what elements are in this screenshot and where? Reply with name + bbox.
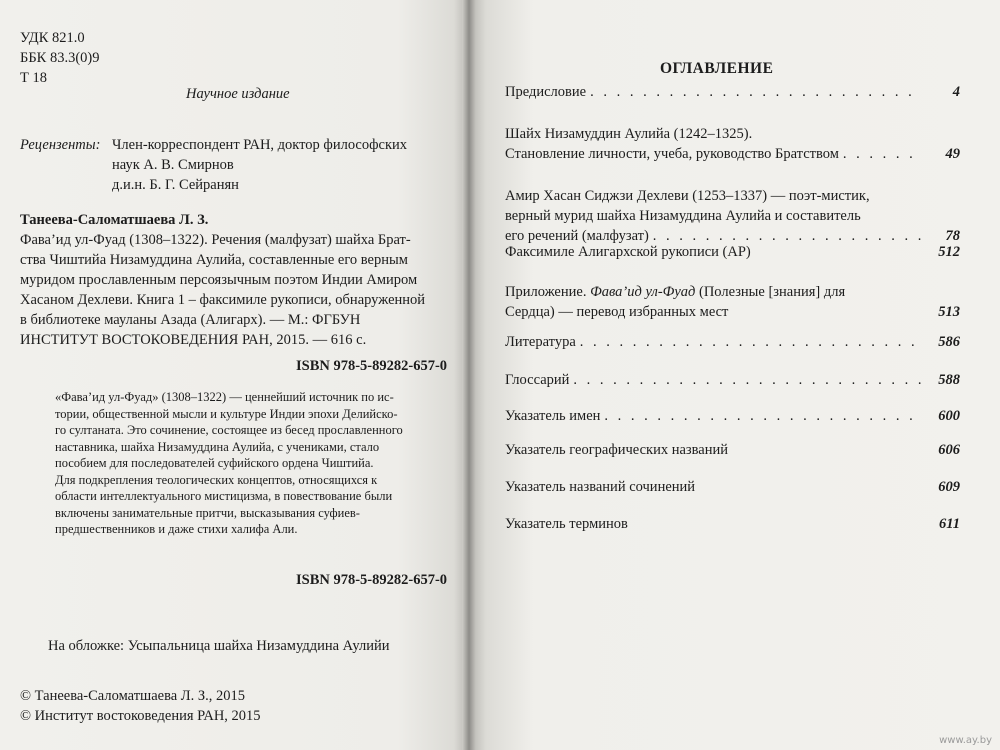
annotation-line-1: «Фава’ид ул-Фуад» (1308–1322) — ценнейший источник по ис- (55, 390, 394, 404)
bib-line-2: ства Чиштийа Низамуддина Аулийа, составленные его верным (20, 252, 408, 268)
cover-note: На обложке: Усыпальница шайха Низамуддина Аулийи (48, 638, 390, 654)
toc-page: 513 (938, 304, 960, 320)
annotation-line-9: предшественников и даже стихи халифа Али. (55, 522, 298, 536)
toc-label: Указатель имен (505, 408, 601, 424)
toc-label-prefix: Приложение. (505, 284, 591, 300)
toc-label: Факсимиле Алигархской рукописи (АР) (505, 244, 751, 260)
toc-page: 588 (938, 372, 960, 388)
toc-entry-facsimile (505, 242, 960, 262)
toc-entry-amir-khasan (505, 186, 960, 246)
reviewers-label: Рецензенты: (20, 137, 101, 153)
annotation-line-6: Для подкрепления теологических концептов, относящихся к (55, 472, 378, 487)
toc-leader-dots (604, 406, 922, 426)
annotation-line-3: го султаната. Это сочинение, состоящее из бесед прославленного (55, 423, 403, 437)
toc-entry-terms-index (505, 514, 960, 534)
toc-entry-literature (505, 332, 960, 352)
toc-label-rest: (Полезные [знания] для (695, 284, 846, 300)
toc-page: 49 (945, 146, 960, 162)
toc-entry-works-index (505, 477, 960, 497)
toc-label-line: Амир Хасан Сиджзи Дехлеви (1253–1337) — поэт-мистик, (505, 188, 870, 204)
book-gutter (462, 0, 476, 750)
bib-line-3: муридом прославленным персоязычным поэтом Индии Амиром (20, 272, 418, 288)
toc-label-line: верный мурид шайха Низамуддина Аулийа и составитель (505, 208, 861, 224)
annotation-line-4: наставника, шайха Низамуддина Аулийа, с учениками, стало (55, 439, 380, 454)
toc-label: Предисловие (505, 84, 587, 100)
toc-page: 512 (938, 244, 960, 260)
reviewer-1-line-2: наук А. В. Смирнов (112, 157, 234, 173)
toc-label-line (505, 282, 960, 302)
reviewer-2: д.и.н. Б. Г. Сейранян (112, 177, 239, 193)
toc-label: Указатель названий сочинений (505, 479, 696, 495)
toc-title: ОГЛАВЛЕНИЕ (660, 60, 774, 77)
toc-label: Становление личности, учеба, руководство Братством (505, 146, 839, 162)
reviewer-1-line-1: Член-корреспондент РАН, доктор философских (112, 137, 408, 153)
toc-page: 609 (938, 479, 960, 495)
copyright-institute: © Институт востоковедения РАН, 2015 (20, 708, 261, 724)
toc-entry-glossary (505, 370, 960, 390)
toc-label-italic-title: Фава’ид ул-Фуад (590, 284, 696, 300)
toc-entry-names-index (505, 406, 960, 426)
toc-label: Указатель географических названий (505, 442, 729, 458)
bib-line-5: в библиотеке мауланы Азада (Алигарх). — М.: ФГБУН (20, 312, 361, 328)
toc-page: 600 (938, 408, 960, 424)
toc-leader-dots (580, 332, 922, 352)
annotation-line-8: включены занимательные притчи, высказывания суфиев- (55, 505, 360, 520)
author-code: Т 18 (20, 70, 47, 86)
site-watermark: www.ay.by (939, 735, 992, 746)
toc-page: 78 (945, 228, 960, 244)
toc-leader-dots (590, 82, 922, 102)
toc-leader-dots (573, 370, 922, 390)
bib-line-4: Хасаном Дехлеви. Книга 1 – факсимиле рукописи, обнаруженной (20, 292, 426, 308)
toc-label: Глоссарий (505, 372, 570, 388)
toc-label-line: Шайх Низамуддин Аулийа (1242–1325). (505, 126, 753, 142)
toc-leader-dots (843, 144, 922, 164)
edition-type: Научное издание (186, 86, 290, 102)
isbn-1: ISBN 978-5-89282-657-0 (296, 358, 448, 374)
toc-page: 606 (938, 442, 960, 458)
annotation-line-2: тории, общественной мысли и культуре Индии эпохи Делийско- (55, 406, 398, 421)
toc-label: Указатель терминов (505, 516, 628, 532)
toc-page: 611 (939, 516, 960, 532)
isbn-2: ISBN 978-5-89282-657-0 (296, 572, 448, 588)
toc-entry-nizamuddin (505, 124, 960, 164)
bib-line-1: Фава’ид ул-Фуад (1308–1322). Речения (малфузат) шайха Брат- (20, 232, 411, 248)
toc-label: Литература (505, 334, 576, 350)
toc-page: 4 (952, 84, 960, 100)
copyright-author: © Танеева-Саломатшаева Л. З., 2015 (20, 688, 246, 704)
bib-line-6: ИНСТИТУТ ВОСТОКОВЕДЕНИЯ РАН, 2015. — 616 с. (20, 332, 367, 348)
toc-page: 586 (938, 334, 960, 350)
annotation-line-7: области интеллектуального мистицизма, в повествование были (55, 489, 393, 503)
author-name: Танеева-Саломатшаева Л. З. (20, 212, 209, 228)
toc-entry-appendix (505, 282, 960, 322)
annotation-line-5: пособием для последователей суфийского ордена Чиштийа. (55, 456, 374, 470)
toc-entry-preface (505, 82, 960, 102)
bbk-code: ББК 83.3(0)9 (20, 50, 100, 66)
toc-label: его речений (малфузат) (505, 228, 649, 244)
toc-entry-geo-index (505, 440, 960, 460)
udk-code: УДК 821.0 (20, 30, 85, 46)
toc-label: Сердца) — перевод избранных мест (505, 304, 729, 320)
